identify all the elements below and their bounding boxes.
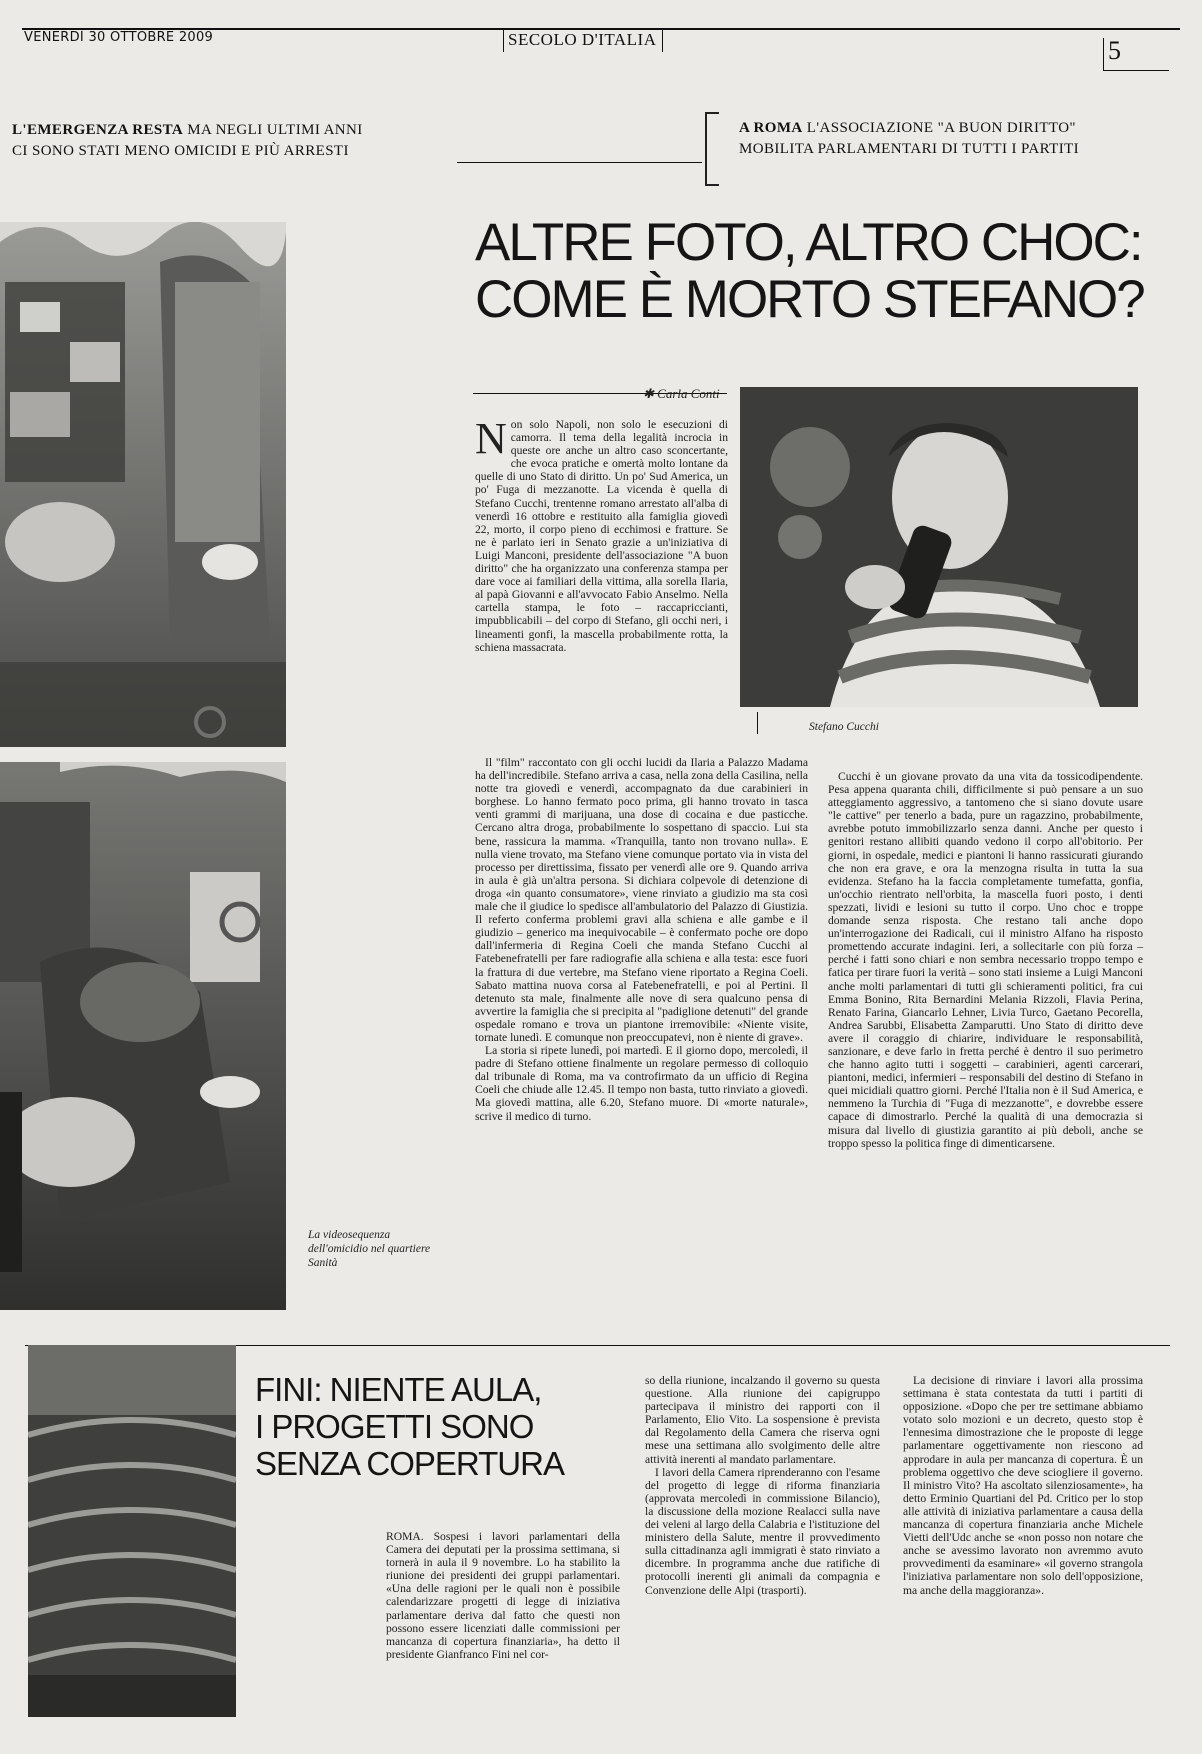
kicker-right-line2: MOBILITA PARLAMENTARI DI TUTTI I PARTITI (739, 141, 1080, 157)
bottom-headline-line2: I PROGETTI SONO (255, 1407, 534, 1445)
page-number: 5 (1108, 36, 1121, 65)
video-still-top (0, 222, 286, 747)
kicker-bracket (705, 112, 719, 186)
portrait-caption-bar (757, 712, 758, 734)
portrait-photo-graphic (740, 387, 1138, 707)
bottom-article-column-3 (903, 1374, 1143, 1597)
main-article-paragraph-1-text: on solo Napoli, non solo le esecuzioni di camorra. Il tema della legalità incrocia in queste ore anche un altro caso sconcertante, che evoca pratiche e omertà molto lontane da quelle di uno Stato di diritto. Un po' Sud America, un po' Fuga di mezzanotte. La vicenda è quella di Stefano Cucchi, trentenne romano arrestato all'alba di venerdì 16 ottobre e restituito alla famiglia giovedì 22, morto, il corpo pieno di ecchimosi e fratture. Se ne è parlato ieri in Senato grazie a un'iniziativa di Luigi Manconi, presidente dell'associazione "A buon diritto" che ha organizzato una conferenza stampa per dare voce ai familiari della vittima, alla sorella Ilaria, al papà Giovanni e all'avvocato Fabio Anselmo. Nella cartella stampa, le foto – raccapriccianti, impubblicabili – del corpo di Stefano, gli occhi neri, i lineamenti gonfi, la mascella probabilmente rotta, la schiena massacrata. (475, 418, 728, 654)
dropcap: N (475, 414, 507, 463)
video-still-bottom-graphic (0, 762, 286, 1310)
bottom-article-paragraph-1-text: Sospesi i lavori parlamentari della Camera dei deputati per la prossima settimana, si tornerà in aula il 9 novembre. Lo ha stabilito la riunione dei presidenti dei gruppi parlamentari. «Una delle ragioni per le quali non è possibile calendarizzare progetti di legge di iniziativa parlamentare deriva dal fatto che questi non possono essere licenziati dalle commissioni per mancanza di copertura finanziaria», ha detto il presidente Gianfranco Fini nel cor- (386, 1530, 620, 1661)
main-article-column-1 (475, 414, 728, 654)
main-article-column-1-lower (475, 756, 808, 1123)
bottom-headline-line1: FINI: NIENTE AULA, (255, 1371, 542, 1408)
main-article-column-2 (828, 770, 1143, 1150)
bottom-article-paragraph-1 (386, 1530, 620, 1661)
masthead: SECOLO D'ITALIA (508, 30, 657, 49)
issue-date: VENERDÌ 30 OTTOBRE 2009 (24, 30, 214, 45)
video-caption: La videosequenza dell'omicidio nel quartiere Sanità (308, 1229, 431, 1269)
parliament-photo-graphic (28, 1345, 236, 1717)
video-still-top-graphic (0, 222, 286, 747)
bottom-article-column-2 (645, 1374, 880, 1597)
kicker-left (12, 120, 363, 162)
kicker-right-bold: A ROMA (739, 120, 803, 136)
bottom-article-paragraph-2: so della riunione, incalzando il governo su questa questione. Alla riunione dei capigruppo partecipava il ministro dei rapporti con il Parlamento, Elio Vito. La sospensione è prevista dal Regolamento della Camera che riserva ogni mese una settimana allo svolgimento delle altre attività inerenti al mandato parlamentare. (645, 1374, 880, 1466)
main-headline (475, 214, 1165, 328)
kicker-right (739, 118, 1079, 160)
main-headline-line2: COME È MORTO STEFANO? (475, 270, 1144, 330)
main-article-paragraph-3: La storia si ripete lunedì, poi martedì. E il giorno dopo, mercoledì, il padre di Stefano ottiene finalmente un regolare permesso di colloquio dal tribunale di Roma, ma va controfirmato da un ufficio di Regina Coeli che chiude alle 12.45. Il tempo non basta, tutto rinviato a giovedì. Ma giovedì mattina, alle 6.20, Stefano muore. Di «morte naturale», scrive il medico di turno. (475, 1044, 808, 1123)
main-article-paragraph-2: Il "film" raccontato con gli occhi lucidi da Ilaria a Palazzo Madama ha dell'incredibile. Stefano arriva a casa, nella zona della Casilina, nella notte tra giovedì e venerdì, accompagnato da due carabinieri in borghese. Lo hanno fermato poco prima, gli hanno trovato in tasca venti grammi di marijuana, una dose di cocaina e due pasticche. Cercano altra droga, probabilmente lo sospettano di spaccio. Lui sta bene, rassicura la mamma. «Tranquilla, tanto non trovano nulla». E nulla viene trovato, ma Stefano viene comunque portato via in vista del processo per direttissima, fissato per venerdì alle ore 9. Quando arriva in aula è già un'altra persona. Si dichiara colpevole di detenzione di droga «in quanto consumatore», viene rinviato a giudizio ma sta così male che il giudice lo spedisce all'ambulatorio del Palazzo di Giustizia. Il referto conferma problemi gravi alla schiena e alle gambe e il giudizio – generico ma inequivocabile – è confermato poche ore dopo dall'infermeria di Regina Coeli che manda Stefano Cucchi al Fatebenefratelli per fare radiografie alla schiena e alla testa: esce fuori la frattura di due vertebre, ma Stefano viene riportato a Regina Coeli. Sabato mattina nuova corsa al Fatebenefratelli, e poi al Pertini. Il detenuto sta male, finalmente alle nove di sera qualcuno pensa di avvertire la famiglia che si precipita al "padiglione detenuti" del grande ospedale romano e trova un piantone irremovibile: «Niente visite, tornate lunedì. E comunque non preoccupatevi, non è niente di grave». (475, 756, 808, 1044)
main-article-paragraph-1 (475, 414, 728, 654)
kicker-separator-rule (457, 162, 702, 163)
bottom-headline-line3: SENZA COPERTURA (255, 1444, 564, 1482)
bottom-headline (255, 1372, 595, 1483)
byline (643, 386, 720, 402)
portrait-photo (740, 387, 1138, 707)
byline-bullet: ✱ (643, 386, 658, 401)
masthead-divider-right (662, 30, 663, 52)
page-number-underline (1103, 70, 1169, 71)
kicker-left-bold: L'EMERGENZA RESTA (12, 122, 184, 138)
bottom-article-paragraph-3: I lavori della Camera riprenderanno con l'esame del progetto di legge di riforma finanziaria (approvata mercoledì in commissione Bilancio), la discussione della mozione Realacci sulla nave dei veleni al largo della Calabria e l'istituzione del ministero della Salute, mentre il provvedimento sulla cittadinanza agli immigrati è stato rinviato a dicembre. In programma anche due ratifiche di protocolli inerenti gli animali da compagnia e Convenzione delle Alpi (trasporti). (645, 1465, 880, 1597)
kicker-left-line1: MA NEGLI ULTIMI ANNI (183, 122, 363, 138)
portrait-caption: Stefano Cucchi (809, 721, 879, 733)
masthead-divider-left (503, 30, 504, 52)
main-article-paragraph-4: Cucchi è un giovane provato da una vita da tossicodipendente. Pesa appena quaranta chili, difficilmente si può pensare a un suo atteggiamento aggressivo, a tantomeno che si siano dovute usare "le cattive" per tenerlo a bada, pure un ragazzino, probabilmente, avrebbe potuto immobilizzarlo senza danni. Anche per questo i genitori restano allibiti quando vedono il corpo all'obitorio. Per giorni, in ospedale, medici e piantoni li hanno rassicurati giurando che non era grave, e ora la menzogna risulta in tutta la sua evidenza. Stefano ha la faccia completamente tumefatta, gonfia, un'occhio rientrato nell'orbita, la mascella fuori posto, i denti spezzati, lividi e lesioni su tutto il corpo. Uno choc e troppe domande senza risposta. Che restano tali anche dopo un'interrogazione dei Radicali, cui il ministro Alfano ha risposto promettendo accurate indagini. Ieri, a sollecitarle con più forza – perché i fatti sono chiari e non sembra necessario troppo tempo e fatica per tirare fuori la verità – sono stati insieme a Luigi Manconi anche molti parlamentari di tutti gli schieramenti politici, fra cui Emma Bonino, Rita Bernardini Melania Rizzoli, Flavia Perina, Renato Farina, Giancarlo Lehner, Livia Turco, Gaetano Pecorella, Andrea Sarubbi, Elisabetta Zamparutti. Uno Stato di diritto deve avere il coraggio di chiarire, individuare le responsabilità, sanzionare, e deve farlo in fretta perché è dentro il suo perimetro che hanno agito tutti i soggetti – carabinieri, agenti carcerari, piantoni, medici, infermieri – responsabili del destino di Stefano in quei micidiali quattro giorni. Perché l'Italia non è il Sud America, e nemmeno la Turchia di "Fuga di mezzanotte", e dovrebbe essere capace di dimostrarlo. Perché la qualità di una democrazia si misura dal livello di giustizia garantito ai più deboli, anche se troppo spesso la politica finge di dimenticarsene. (828, 770, 1143, 1150)
video-still-bottom (0, 762, 286, 1310)
parliament-photo (28, 1345, 236, 1717)
main-headline-line1: ALTRE FOTO, ALTRO CHOC: (475, 213, 1142, 272)
page-number-bar (1103, 38, 1104, 70)
byline-author: Carla Conti (657, 386, 720, 401)
kicker-right-line1: L'ASSOCIAZIONE "A BUON DIRITTO" (802, 120, 1076, 136)
kicker-left-line2: CI SONO STATI MENO OMICIDI E PIÙ ARRESTI (12, 143, 349, 159)
bottom-dateline: ROMA. (386, 1530, 424, 1543)
bottom-article-column-1 (386, 1530, 620, 1661)
bottom-article-paragraph-4: La decisione di rinviare i lavori alla prossima settimana è stata contestata da tutti i partiti di opposizione. «Dopo che per tre settimane abbiamo votato solo mozioni e un decreto, questo stop è l'ennesima dimostrazione che le proposte di legge parlamentare oggettivamente non riescono ad approdare in aula per mancanza di copertura. È un problema oggettivo che deve sciogliere il governo. Il ministro Vito? Ha ascoltato silenziosamente», ha detto Erminio Quartiani del Pd. Critico per lo stop alle attività di iniziativa parlamentare a causa della mancanza di copertura finanziaria anche Michele Vietti dell'Udc anche se «non posso non notare che anche se avessimo lavorato non avremmo avuto provvedimenti da esaminare» «il governo strangola l'iniziativa parlamentare non solo dell'opposizione, ma anche della maggioranza». (903, 1374, 1143, 1597)
